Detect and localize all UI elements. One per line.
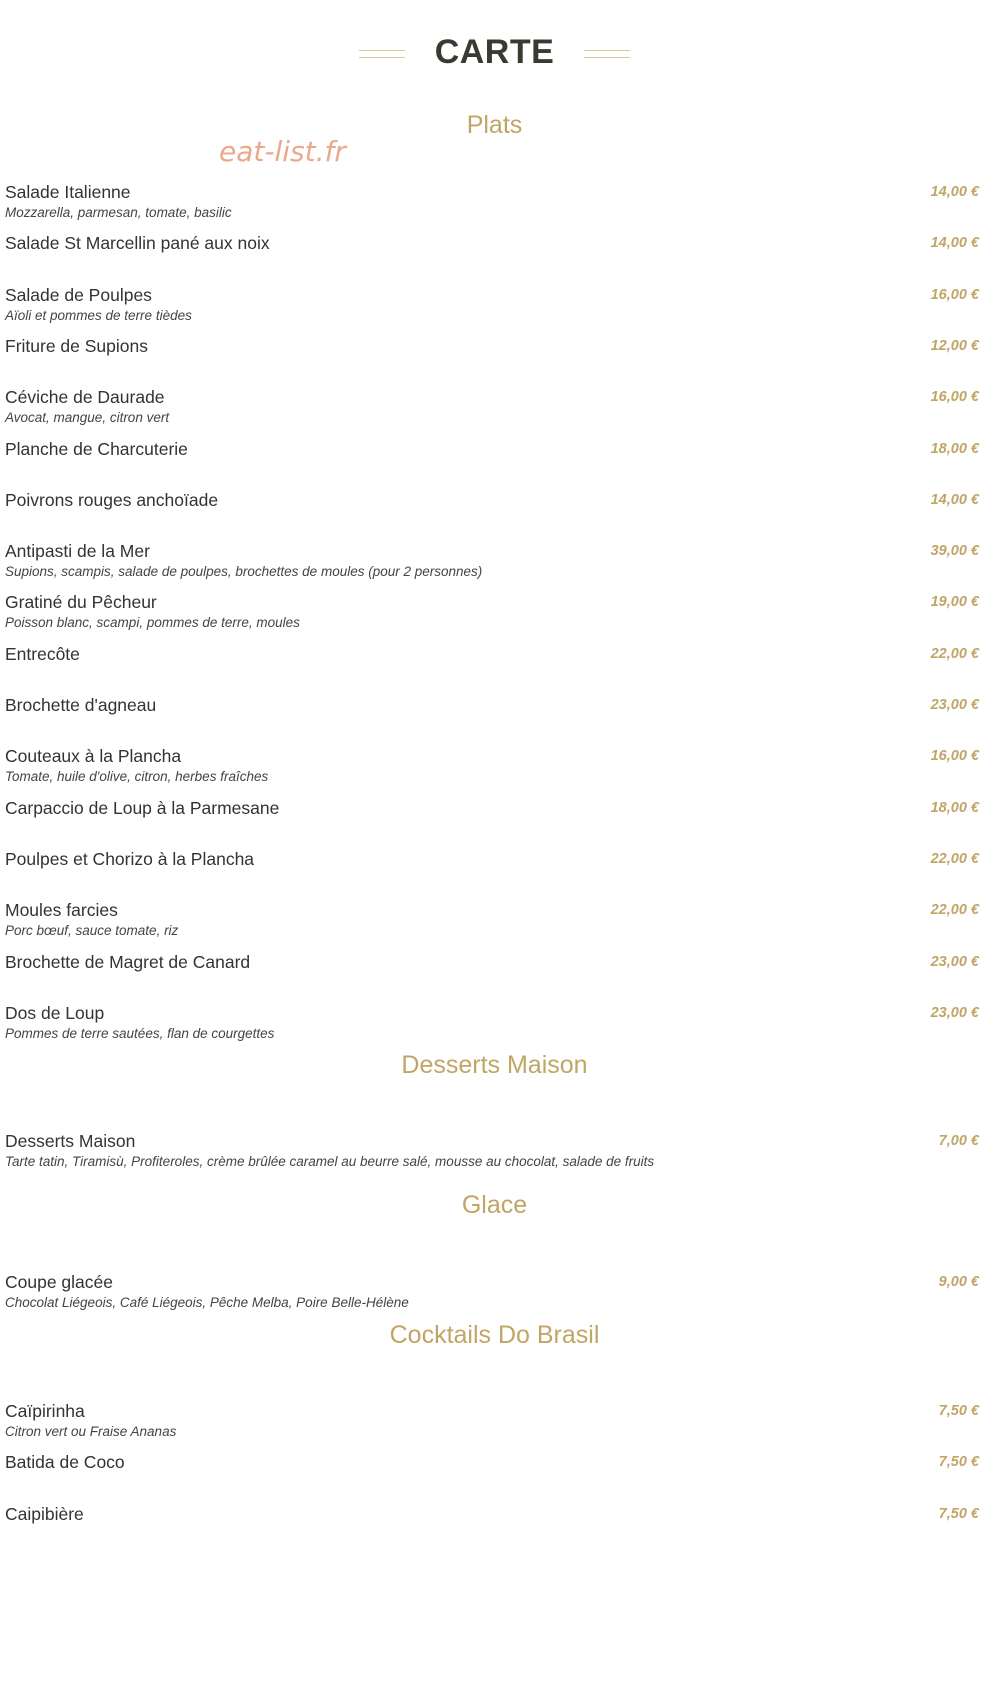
item-price: 23,00 € bbox=[930, 954, 979, 970]
menu-item bbox=[0, 284, 989, 334]
menu-item bbox=[0, 848, 989, 898]
menu-item bbox=[0, 1400, 989, 1450]
item-name: Céviche de Daurade bbox=[5, 387, 165, 407]
item-description: Mozzarella, parmesan, tomate, basilic bbox=[5, 205, 232, 220]
menu-item bbox=[0, 1271, 989, 1321]
menu-item bbox=[0, 797, 989, 847]
item-name: Caipibière bbox=[5, 1504, 84, 1524]
item-price: 39,00 € bbox=[930, 543, 979, 559]
item-description: Pommes de terre sautées, flan de courgettes bbox=[5, 1026, 275, 1041]
item-price: 14,00 € bbox=[930, 492, 979, 508]
item-description: Chocolat Liégeois, Café Liégeois, Pêche Melba, Poire Belle-Hélène bbox=[5, 1295, 409, 1310]
item-description: Avocat, mangue, citron vert bbox=[5, 410, 170, 425]
item-name: Salade St Marcellin pané aux noix bbox=[5, 233, 270, 253]
section-title: Plats bbox=[466, 111, 523, 139]
item-name: Moules farcies bbox=[5, 900, 118, 920]
item-name: Gratiné du Pêcheur bbox=[5, 592, 157, 612]
title-rule-right bbox=[584, 50, 630, 58]
item-price: 12,00 € bbox=[930, 338, 979, 354]
item-name: Batida de Coco bbox=[5, 1452, 125, 1472]
section-title: Cocktails Do Brasil bbox=[389, 1321, 600, 1349]
item-price: 7,50 € bbox=[938, 1506, 979, 1522]
item-price: 22,00 € bbox=[930, 902, 979, 918]
menu-header bbox=[0, 22, 989, 82]
item-name: Antipasti de la Mer bbox=[5, 541, 150, 561]
menu-item bbox=[0, 232, 989, 282]
menu-item bbox=[0, 745, 989, 795]
page-title: CARTE bbox=[434, 32, 555, 71]
item-name: Carpaccio de Loup à la Parmesane bbox=[5, 798, 280, 818]
item-price: 19,00 € bbox=[930, 594, 979, 610]
menu-item bbox=[0, 438, 989, 488]
item-name: Salade Italienne bbox=[5, 182, 131, 202]
item-price: 22,00 € bbox=[930, 851, 979, 867]
menu-item bbox=[0, 540, 989, 590]
item-price: 23,00 € bbox=[930, 697, 979, 713]
menu-item bbox=[0, 1503, 989, 1553]
item-name: Poulpes et Chorizo à la Plancha bbox=[5, 849, 255, 869]
item-description: Poisson blanc, scampi, pommes de terre, moules bbox=[5, 615, 300, 630]
item-price: 7,50 € bbox=[938, 1454, 979, 1470]
menu-item bbox=[0, 899, 989, 949]
item-name: Couteaux à la Plancha bbox=[5, 746, 182, 766]
menu-item bbox=[0, 951, 989, 1001]
item-price: 22,00 € bbox=[930, 646, 979, 662]
item-price: 7,00 € bbox=[938, 1133, 979, 1149]
section-title: Desserts Maison bbox=[401, 1051, 588, 1079]
menu-item bbox=[0, 1451, 989, 1501]
menu-item bbox=[0, 386, 989, 436]
item-name: Coupe glacée bbox=[5, 1272, 113, 1292]
menu-item bbox=[0, 181, 989, 231]
item-name: Dos de Loup bbox=[5, 1003, 105, 1023]
item-price: 16,00 € bbox=[930, 389, 979, 405]
item-description: Tarte tatin, Tiramisù, Profiteroles, crème brûlée caramel au beurre salé, mousse au chocolat, salade de fruits bbox=[5, 1154, 655, 1169]
item-description: Citron vert ou Fraise Ananas bbox=[5, 1424, 177, 1439]
item-price: 23,00 € bbox=[930, 1005, 979, 1021]
menu-item bbox=[0, 1130, 989, 1180]
watermark-text: eat-list.fr bbox=[219, 135, 346, 168]
item-price: 7,50 € bbox=[938, 1403, 979, 1419]
title-rule-left bbox=[359, 50, 405, 58]
item-price: 9,00 € bbox=[938, 1274, 979, 1290]
item-name: Salade de Poulpes bbox=[5, 285, 152, 305]
item-price: 16,00 € bbox=[930, 287, 979, 303]
menu-item bbox=[0, 694, 989, 744]
menu-item bbox=[0, 1002, 989, 1052]
item-description: Porc bœuf, sauce tomate, riz bbox=[5, 923, 179, 938]
item-description: Tomate, huile d'olive, citron, herbes fraîches bbox=[5, 769, 269, 784]
item-name: Desserts Maison bbox=[5, 1131, 136, 1151]
menu-item bbox=[0, 591, 989, 641]
section-title: Glace bbox=[461, 1191, 528, 1219]
item-name: Brochette de Magret de Canard bbox=[5, 952, 251, 972]
item-description: Aïoli et pommes de terre tièdes bbox=[5, 308, 192, 323]
item-name: Brochette d'agneau bbox=[5, 695, 157, 715]
item-name: Poivrons rouges anchoïade bbox=[5, 490, 219, 510]
item-name: Entrecôte bbox=[5, 644, 80, 664]
item-description: Supions, scampis, salade de poulpes, brochettes de moules (pour 2 personnes) bbox=[5, 564, 483, 579]
menu-item bbox=[0, 335, 989, 385]
item-price: 14,00 € bbox=[930, 184, 979, 200]
item-price: 16,00 € bbox=[930, 748, 979, 764]
item-name: Caïpirinha bbox=[5, 1401, 85, 1421]
menu-item bbox=[0, 643, 989, 693]
item-price: 18,00 € bbox=[930, 441, 979, 457]
item-name: Planche de Charcuterie bbox=[5, 439, 188, 459]
menu-item bbox=[0, 489, 989, 539]
item-name: Friture de Supions bbox=[5, 336, 148, 356]
item-price: 18,00 € bbox=[930, 800, 979, 816]
item-price: 14,00 € bbox=[930, 235, 979, 251]
